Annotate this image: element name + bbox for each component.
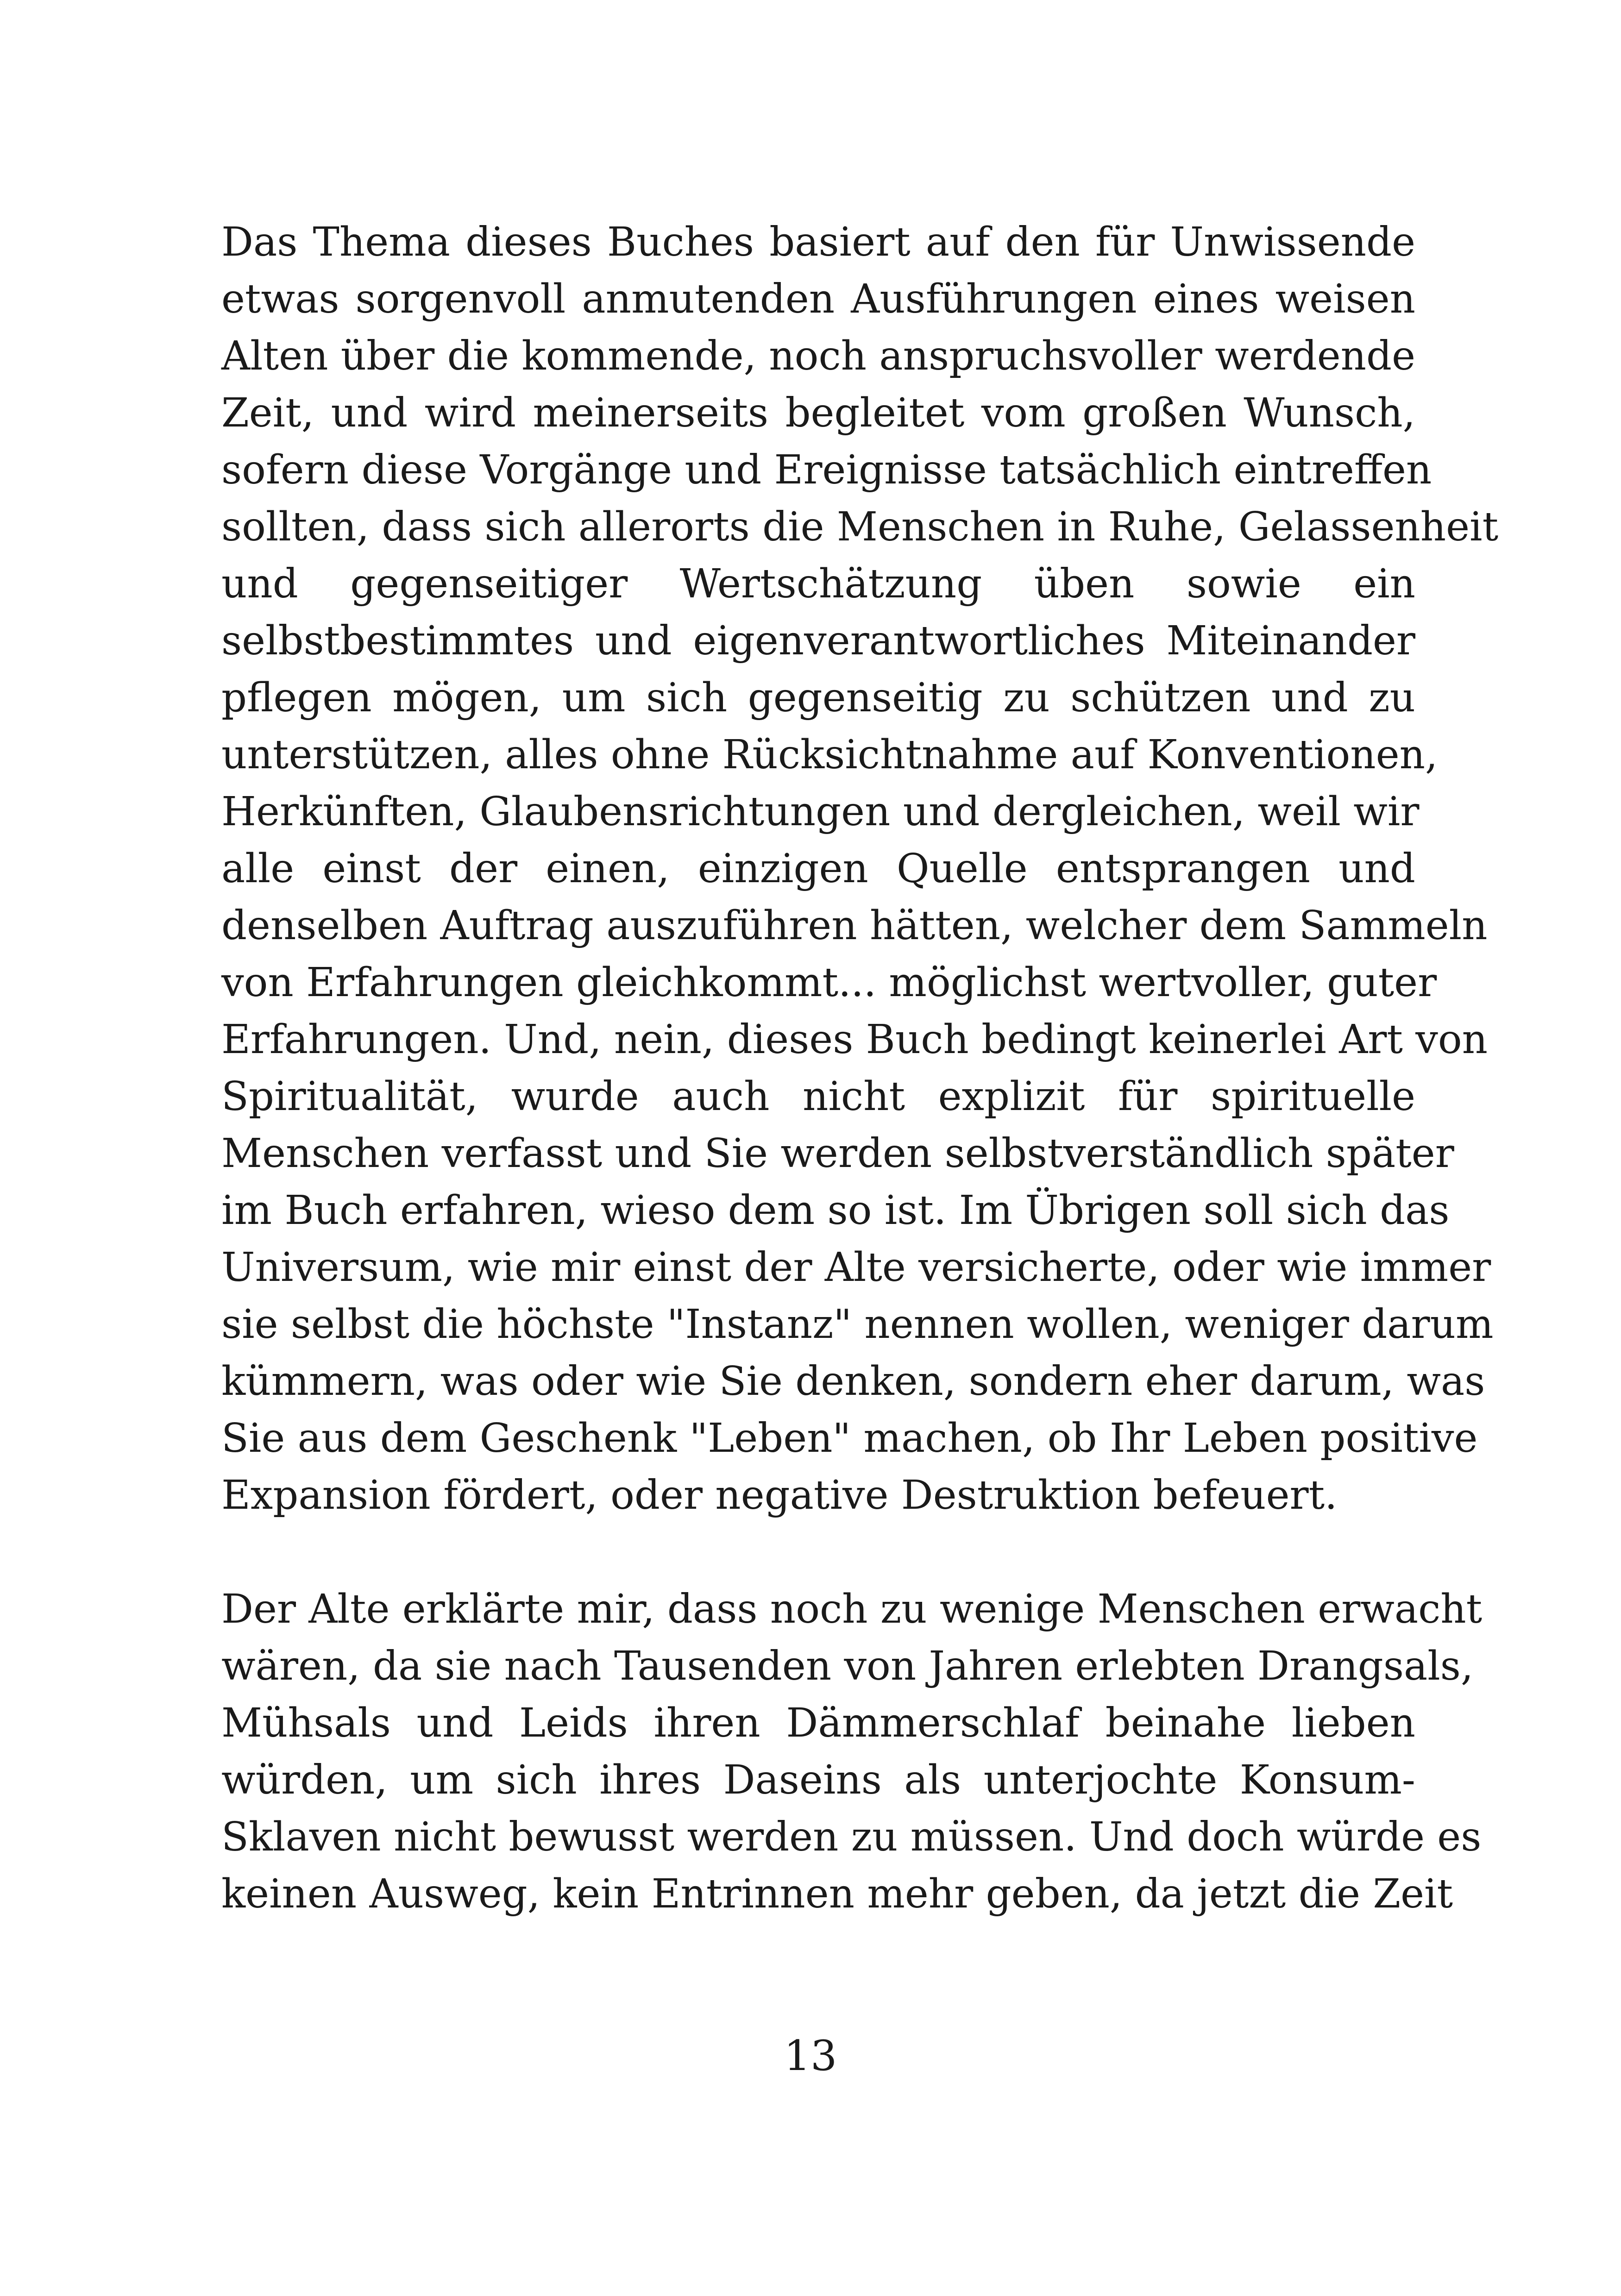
text-line: denselben Auftrag auszuführen hätten, welcher dem Sammeln [221,903,1488,949]
text-line: Herkünften, Glaubensrichtungen und dergleichen, weil wir [221,789,1420,835]
text-line: wären, da sie nach Tausenden von Jahren erlebten Drangsals, [221,1643,1474,1689]
text-line: unterstützen, alles ohne Rücksichtnahme auf Konventionen, [221,732,1438,778]
text-line: würden, um sich ihres Daseins als unterjochte Konsum- [221,1757,1415,1803]
text-line: Der Alte erklärte mir, dass noch zu wenige Menschen erwacht [221,1586,1483,1632]
text-line: Menschen verfasst und Sie werden selbstverständlich später [221,1130,1454,1177]
text-line: sofern diese Vorgänge und Ereignisse tatsächlich eintreffen [221,447,1432,493]
text-line: Spiritualität, wurde auch nicht explizit für spirituelle [221,1073,1415,1120]
text-line: pflegen mögen, um sich gegenseitig zu schützen und zu [221,675,1415,721]
page-number: 13 [784,2032,837,2080]
text-line: sie selbst die höchste "Instanz" nennen wollen, weniger darum [221,1301,1494,1348]
text-line: alle einst der einen, einzigen Quelle entsprangen und [221,846,1415,892]
text-line: Alten über die kommende, noch anspruchsvoller werdende [221,333,1415,379]
text-line: Sklaven nicht bewusst werden zu müssen. Und doch würde es [221,1814,1482,1860]
body-text [221,214,1499,1923]
text-line: von Erfahrungen gleichkommt... möglichst wertvoller, guter [221,960,1437,1006]
text-line: Expansion fördert, oder negative Destruktion befeuert. [221,1472,1338,1518]
text-line: Erfahrungen. Und, nein, dieses Buch bedingt keinerlei Art von [221,1016,1488,1063]
text-line: Sie aus dem Geschenk "Leben" machen, ob Ihr Leben positive [221,1415,1478,1462]
text-line: Zeit, und wird meinerseits begleitet vom großen Wunsch, [221,390,1415,436]
paragraph [221,214,1499,1524]
text-line: sollten, dass sich allerorts die Menschen in Ruhe, Gelassenheit [221,504,1499,550]
text-line: Mühsals und Leids ihren Dämmerschlaf beinahe lieben [221,1700,1415,1746]
text-line: Universum, wie mir einst der Alte versicherte, oder wie immer [221,1244,1491,1291]
text-line: und gegenseitiger Wertschätzung üben sowie ein [221,561,1415,607]
text-line: im Buch erfahren, wieso dem so ist. Im Übrigen soll sich das [221,1187,1450,1234]
paragraph-gap [221,1524,1415,1581]
text-line: selbstbestimmtes und eigenverantwortliches Miteinander [221,618,1415,664]
text-line: Das Thema dieses Buches basiert auf den für Unwissende [221,219,1415,265]
text-line: etwas sorgenvoll anmutenden Ausführungen eines weisen [221,276,1415,322]
paragraph [221,1581,1483,1923]
text-line: kümmern, was oder wie Sie denken, sondern eher darum, was [221,1358,1485,1405]
text-line: keinen Ausweg, kein Entrinnen mehr geben, da jetzt die Zeit [221,1871,1453,1917]
